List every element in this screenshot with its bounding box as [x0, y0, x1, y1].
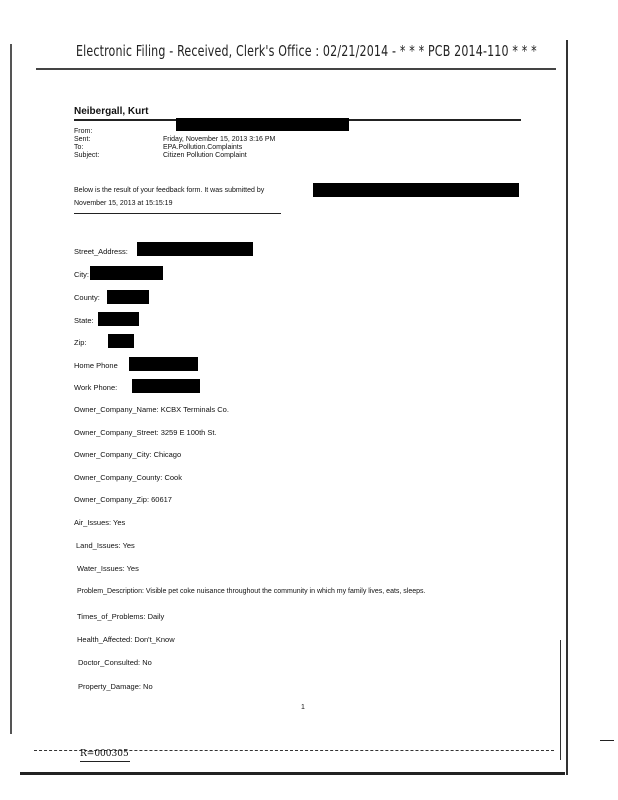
field-work-phone-label: Work Phone: — [74, 383, 118, 392]
right-inner-line — [560, 640, 561, 760]
intro-line-2: November 15, 2013 at 15:15:19 — [74, 200, 173, 207]
field-water-issues: Water_Issues: Yes — [77, 564, 139, 573]
redacted-street-address — [137, 242, 253, 256]
top-frame-line — [36, 68, 556, 70]
field-city-label: City: — [74, 270, 89, 279]
to-label: To: — [74, 144, 84, 151]
field-county-label: County: — [74, 293, 100, 302]
right-border-line — [566, 40, 568, 775]
redacted-from — [176, 118, 349, 131]
bates-underline — [80, 761, 130, 762]
redacted-work-phone — [132, 379, 200, 393]
redacted-home-phone — [129, 357, 198, 371]
filing-stamp: Electronic Filing - Received, Clerk's Office : 02/21/2014 - * * * PCB 2014-110 * * * — [76, 42, 537, 60]
field-property-damage: Property_Damage: No — [78, 682, 153, 691]
field-health-affected: Health_Affected: Don't_Know — [77, 635, 175, 644]
field-problem-description: Problem_Description: Visible pet coke nuisance throughout the community in which my family lives, eats, sleeps. — [77, 588, 426, 595]
intro-line-1: Below is the result of your feedback form. It was submitted by — [74, 187, 265, 194]
page-number: 1 — [301, 704, 305, 711]
bates-number: R=000305 — [80, 749, 129, 759]
sent-value: Friday, November 15, 2013 3:16 PM — [163, 136, 276, 143]
field-land-issues: Land_Issues: Yes — [76, 541, 135, 550]
left-border-line — [10, 44, 12, 734]
field-home-phone-label: Home Phone — [74, 361, 118, 370]
field-state-label: State: — [74, 316, 94, 325]
from-label: From: — [74, 128, 93, 135]
field-owner-company-street: Owner_Company_Street: 3259 E 100th St. — [74, 428, 217, 437]
redacted-county — [107, 290, 149, 304]
field-owner-company-county: Owner_Company_County: Cook — [74, 473, 182, 482]
field-air-issues: Air_Issues: Yes — [74, 518, 126, 527]
field-times-of-problems: Times_of_Problems: Daily — [77, 612, 165, 621]
sent-label: Sent: — [74, 136, 91, 143]
redacted-submitter — [313, 183, 519, 197]
bottom-frame-line — [20, 772, 565, 775]
subject-value: Citizen Pollution Complaint — [163, 152, 247, 159]
intro-rule — [74, 213, 281, 214]
redacted-state — [98, 312, 139, 326]
redacted-city — [90, 266, 163, 280]
field-street-address-label: Street_Address: — [74, 247, 128, 256]
to-value: EPA.Pollution.Complaints — [163, 144, 243, 151]
field-zip-label: Zip: — [74, 338, 87, 347]
redacted-zip — [108, 334, 134, 348]
field-doctor-consulted: Doctor_Consulted: No — [78, 658, 152, 667]
subject-label: Subject: — [74, 152, 100, 159]
field-owner-company-zip: Owner_Company_Zip: 60617 — [74, 495, 172, 504]
field-owner-company-city: Owner_Company_City: Chicago — [74, 450, 182, 459]
right-dash — [600, 740, 614, 741]
sender-name: Neibergall, Kurt — [74, 106, 149, 117]
field-owner-company-name: Owner_Company_Name: KCBX Terminals Co. — [74, 405, 229, 414]
